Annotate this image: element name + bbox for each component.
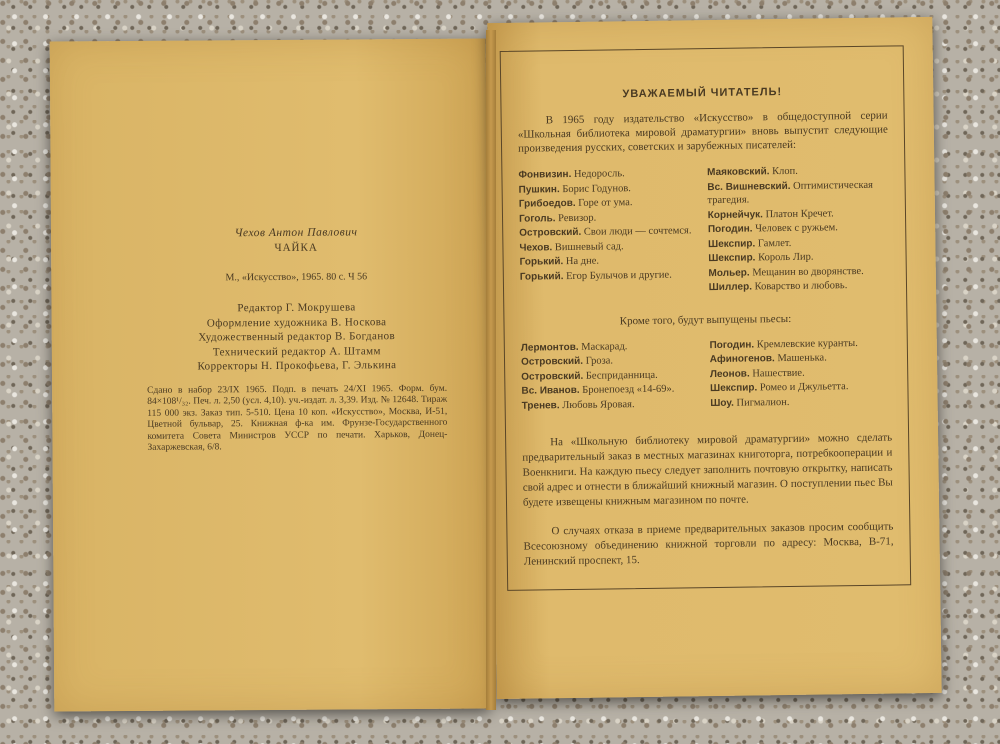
work-title: На дне.	[563, 255, 600, 268]
credit-line: Художественный редактор В. Богданов	[198, 330, 396, 344]
work-entry	[522, 397, 703, 413]
left-page	[50, 38, 491, 711]
work-author: Фонвизин.	[518, 168, 572, 181]
intro-paragraph: В 1965 году издательство «Искусство» в общедоступной серии «Школьная библиотека мировой драматургии» вновь выпустит следующие произведения русских, советских и зарубежных писателей:	[517, 109, 888, 155]
extra-column-left	[521, 339, 703, 414]
technical-info: Сдано в набор 23/IX 1965. Подп. в печать 24/XI 1965. Форм. бум. 84×108¹/₃₂. Печ. л. 2,50 (усл. 4,10). уч.-издат. л. 3,39. Изд. № 12648. Тираж 115 000 экз. Заказ тип. 5-510. Цена 10 коп. «Искусство», Москва, И-51, Цветной бульвар, 25. Книжная ф-ка им. Фрунзе-Государственного комитета Совета Министров УССР по печати. Харьков, Донец-Захаржевская, 6/8.	[147, 383, 448, 453]
credit-line: Технический редактор А. Штамм	[212, 344, 381, 358]
work-author: Грибоедов.	[518, 197, 576, 210]
work-title: Клоп.	[769, 165, 798, 178]
work-title: Мещанин во дворянстве.	[749, 265, 864, 279]
work-author: Лермонтов.	[520, 341, 579, 354]
work-title: Платон Кречет.	[762, 207, 834, 220]
work-title: Пигмалион.	[733, 396, 790, 409]
work-entry	[521, 353, 702, 369]
work-entry	[520, 253, 701, 269]
work-entry	[708, 250, 889, 266]
work-author: Чехов.	[519, 241, 553, 254]
notice-frame	[500, 45, 912, 591]
extra-column-right	[709, 336, 891, 411]
publisher-line: М., «Искусство», 1965. 80 с. Ч 56	[225, 271, 368, 284]
credit-line: Корректоры Н. Прокофьева, Г. Элькина	[197, 359, 397, 373]
work-author: Погодин.	[707, 223, 753, 236]
work-author: Шиллер.	[708, 281, 753, 294]
work-entry	[708, 206, 889, 222]
work-title: Ревизор.	[555, 212, 597, 224]
work-title: Гамлет.	[755, 237, 792, 249]
work-author: Маяковский.	[707, 166, 770, 179]
work-title: Кремлевские куранты.	[754, 337, 858, 350]
works-column-left	[518, 166, 701, 298]
order-paragraph: На «Школьную библиотеку мировой драматургии» можно сделать предварительный заказ в местных магазинах книготорга, потребкооперации и Военкниги. На каждую пьесу следует заполнить почтовую открытку, написать свой адрес и отнести в ближайший книжный магазин. О поступлении пьес Вы будете извещены книжным магазином по почте.	[522, 431, 893, 509]
work-author: Леонов.	[709, 368, 750, 380]
book-title: ЧАЙКА	[274, 241, 318, 254]
work-title: Гроза.	[582, 355, 614, 367]
work-title: Ромео и Джульетта.	[757, 381, 849, 394]
work-author: Островский.	[519, 226, 582, 239]
work-title: Борис Годунов.	[559, 182, 631, 195]
work-title: Горе от ума.	[575, 197, 633, 209]
work-entry	[710, 351, 891, 367]
work-author: Пушкин.	[518, 183, 560, 196]
work-entry	[519, 224, 700, 240]
work-entry	[519, 239, 700, 255]
work-entry	[521, 339, 702, 355]
work-entry	[518, 166, 699, 182]
work-author: Афиногенов.	[709, 353, 775, 366]
work-entry	[708, 235, 889, 251]
work-entry	[708, 221, 889, 237]
work-title: Нашествие.	[749, 367, 805, 380]
work-author: Островский.	[521, 370, 584, 383]
work-entry	[710, 380, 891, 396]
work-entry	[710, 365, 891, 381]
extra-subheading: Кроме того, будут выпущены пьесы:	[619, 312, 792, 327]
work-entry	[519, 210, 700, 226]
work-entry	[707, 178, 889, 208]
credit-line: Оформление художника В. Носкова	[206, 315, 387, 329]
credits-list	[146, 300, 446, 375]
work-author: Шекспир.	[710, 382, 758, 395]
works-list	[518, 164, 890, 299]
book-spine	[486, 30, 496, 710]
book-author: Чехов Антон Павлович	[234, 226, 358, 240]
work-title: Бесприданница.	[583, 369, 658, 382]
work-author: Шоу.	[710, 397, 734, 409]
right-page	[487, 17, 941, 699]
work-entry	[709, 279, 890, 295]
work-title: Человек с ружьем.	[752, 222, 838, 235]
work-author: Вс. Иванов.	[521, 384, 580, 397]
work-title: Коварство и любовь.	[751, 280, 848, 293]
work-title: Вишневый сад.	[552, 240, 624, 253]
work-author: Вс. Вишневский.	[707, 180, 791, 193]
work-entry	[519, 195, 700, 211]
work-entry	[708, 264, 889, 280]
work-entry	[710, 394, 891, 410]
refusal-paragraph: О случаях отказа в приеме предварительных заказов просим сообщить Всесоюзному объединению книжной торговли по адресу: Москва, В-71, Ленинский проспект, 15.	[523, 520, 894, 568]
work-author: Горький.	[519, 256, 564, 268]
work-entry	[707, 164, 888, 180]
work-entry	[709, 336, 890, 352]
work-title: Король Лир.	[755, 251, 814, 264]
imprint-block	[146, 225, 448, 455]
credit-line: Редактор Г. Мокрушева	[237, 301, 356, 315]
work-title: Бронепоезд «14-69».	[579, 383, 675, 396]
work-author: Корнейчук.	[707, 208, 764, 221]
work-author: Гоголь.	[518, 212, 556, 225]
work-title: Оптимистическая трагедия.	[707, 179, 874, 207]
work-entry	[519, 181, 700, 197]
extra-works-list	[521, 336, 892, 414]
work-author: Горький.	[519, 270, 564, 283]
work-entry	[520, 268, 701, 284]
work-author: Тренев.	[521, 399, 560, 412]
work-entry	[521, 368, 702, 384]
work-title: Маскарад.	[578, 340, 628, 353]
work-author: Островский.	[520, 355, 584, 368]
work-author: Шекспир.	[708, 237, 756, 250]
notice-heading: УВАЖАЕМЫЙ ЧИТАТЕЛЬ!	[622, 86, 783, 101]
work-entry	[521, 382, 702, 398]
work-title: Машенька.	[774, 352, 827, 365]
work-title: Свои люди — сочтемся.	[581, 225, 692, 238]
work-author: Мольер.	[708, 267, 750, 279]
work-title: Егор Булычов и другие.	[563, 269, 672, 282]
work-title: Недоросль.	[571, 168, 625, 180]
work-title: Любовь Яровая.	[559, 398, 635, 411]
works-column-right	[707, 164, 890, 296]
work-author: Шекспир.	[708, 252, 756, 265]
work-author: Погодин.	[709, 338, 755, 351]
